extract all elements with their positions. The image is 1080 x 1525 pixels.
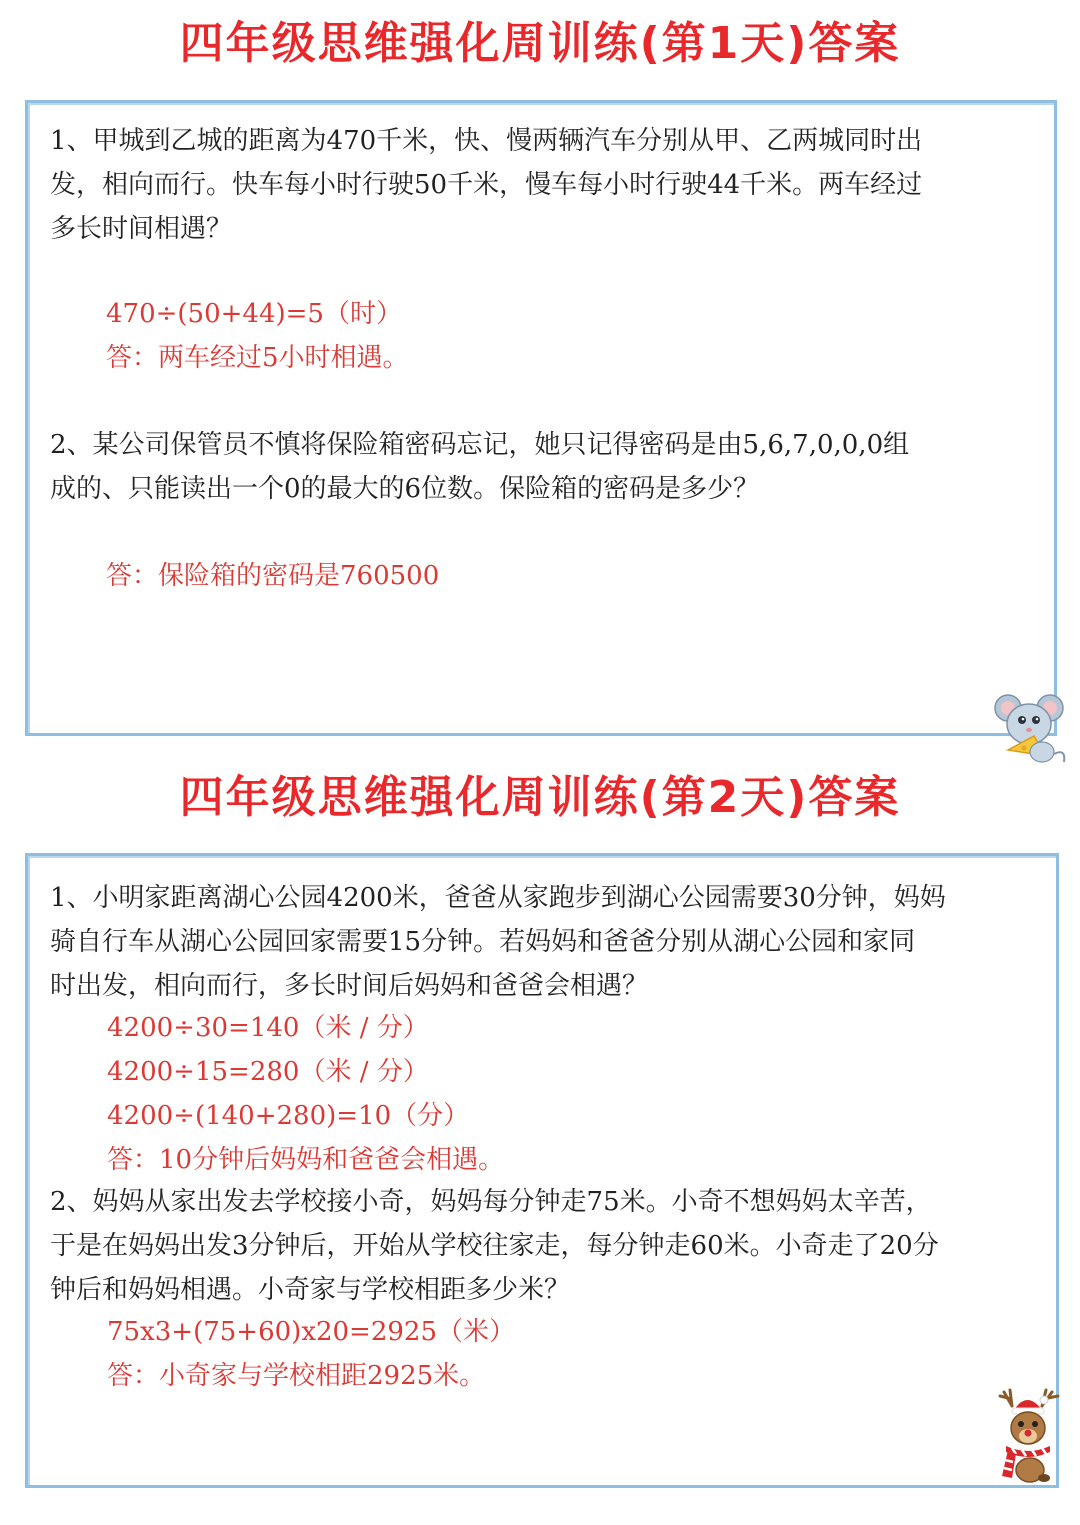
answer-line: 答：10分钟后妈妈和爸爸会相遇。 [107, 1145, 505, 1175]
answer-line: 4200÷30=140（米 / 分） [107, 1013, 429, 1043]
day2-q1-answer [107, 1006, 504, 1182]
question-line: 时出发，相向而行，多长时间后妈妈和爸爸会相遇？ [50, 971, 649, 1001]
day2-title: 四年级思维强化周训练(第2天)答案 [179, 772, 901, 823]
day1-title: 四年级思维强化周训练(第1天)答案 [179, 18, 901, 69]
answer-line: 4200÷15=280（米 / 分） [107, 1057, 429, 1087]
day1-q2-text [50, 423, 909, 511]
day1-q1-text [50, 119, 922, 251]
answer-line: 4200÷(140+280)=10（分） [107, 1101, 470, 1131]
answer-line: 答：小奇家与学校相距2925米。 [107, 1361, 486, 1391]
day1-q2-answer [106, 554, 439, 598]
question-line: 1、小明家距离湖心公园4200米，爸爸从家跑步到湖心公园需要30分钟，妈妈 [50, 883, 946, 913]
day2-q2-answer [107, 1310, 515, 1398]
day2-q2-text [50, 1180, 939, 1312]
answer-line: 75x3+(75+60)x20=2925（米） [107, 1317, 516, 1347]
answer-line: 答：两车经过5小时相遇。 [106, 343, 409, 373]
question-line: 发，相向而行。快车每小时行驶50千米，慢车每小时行驶44千米。两车经过 [50, 170, 923, 200]
day1-q1-answer [106, 292, 409, 380]
reindeer-icon [996, 1386, 1062, 1486]
question-line: 2、妈妈从家出发去学校接小奇，妈妈每分钟走75米。小奇不想妈妈太辛苦， [50, 1187, 932, 1217]
answer-line: 470÷(50+44)=5（时） [106, 299, 402, 329]
question-line: 1、甲城到乙城的距离为470千米，快、慢两辆汽车分别从甲、乙两城同时出 [50, 126, 923, 156]
mouse-with-cheese-icon [994, 690, 1072, 770]
question-line: 2、某公司保管员不慎将保险箱密码忘记，她只记得密码是由5,6,7,0,0,0组 [50, 430, 910, 460]
question-line: 于是在妈妈出发3分钟后，开始从学校往家走，每分钟走60米。小奇走了20分 [50, 1231, 939, 1261]
question-line: 骑自行车从湖心公园回家需要15分钟。若妈妈和爸爸分别从湖心公园和家同 [50, 927, 916, 957]
answer-line: 答：保险箱的密码是760500 [106, 561, 440, 591]
question-line: 成的、只能读出一个0的最大的6位数。保险箱的密码是多少？ [50, 474, 760, 504]
day2-q1-text [50, 876, 946, 1008]
question-line: 多长时间相遇？ [50, 214, 233, 244]
question-line: 钟后和妈妈相遇。小奇家与学校相距多少米？ [50, 1275, 571, 1305]
